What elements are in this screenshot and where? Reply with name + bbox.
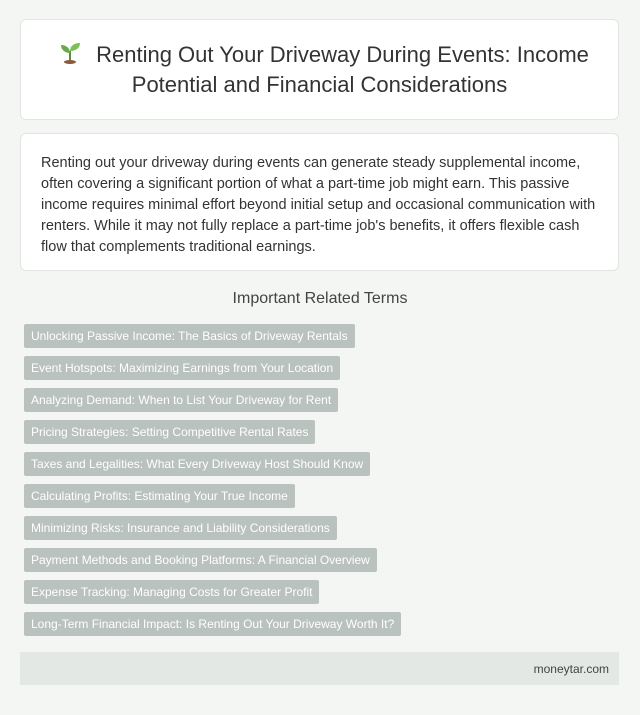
title-card — [20, 19, 619, 120]
related-term-tag[interactable]: Analyzing Demand: When to List Your Driveway for Rent — [24, 388, 338, 412]
related-term-tag[interactable]: Minimizing Risks: Insurance and Liability Considerations — [24, 516, 337, 540]
related-term-tag[interactable]: Unlocking Passive Income: The Basics of Driveway Rentals — [24, 324, 355, 348]
related-terms-list — [24, 324, 616, 644]
related-term-tag[interactable]: Payment Methods and Booking Platforms: A Financial Overview — [24, 548, 377, 572]
page-title — [21, 40, 618, 100]
footer — [20, 652, 619, 685]
related-term-tag[interactable]: Event Hotspots: Maximizing Earnings from Your Location — [24, 356, 340, 380]
summary-card — [20, 133, 619, 271]
summary-text: Renting out your driveway during events can generate steady supplemental income, often covering a significant portion of what a part-time job might earn. This passive income requires minimal effort beyond initial setup and occasional communication with renters. While it may not fully replace a part-time job's benefits, it offers flexible cash flow that complements traditional earnings. — [41, 155, 596, 255]
related-term-tag[interactable]: Pricing Strategies: Setting Competitive Rental Rates — [24, 420, 315, 444]
sprout-icon — [50, 42, 90, 64]
related-terms-heading: Important Related Terms — [232, 290, 408, 307]
related-term-tag[interactable]: Taxes and Legalities: What Every Driveway Host Should Know — [24, 452, 370, 476]
related-term-tag[interactable]: Long-Term Financial Impact: Is Renting Out Your Driveway Worth It? — [24, 612, 401, 636]
related-term-tag[interactable]: Calculating Profits: Estimating Your True Income — [24, 484, 295, 508]
page-title-text: Renting Out Your Driveway During Events: Income Potential and Financial Considerations — [96, 41, 589, 97]
footer-site-link[interactable]: moneytar.com — [533, 661, 609, 676]
related-term-tag[interactable]: Expense Tracking: Managing Costs for Greater Profit — [24, 580, 319, 604]
